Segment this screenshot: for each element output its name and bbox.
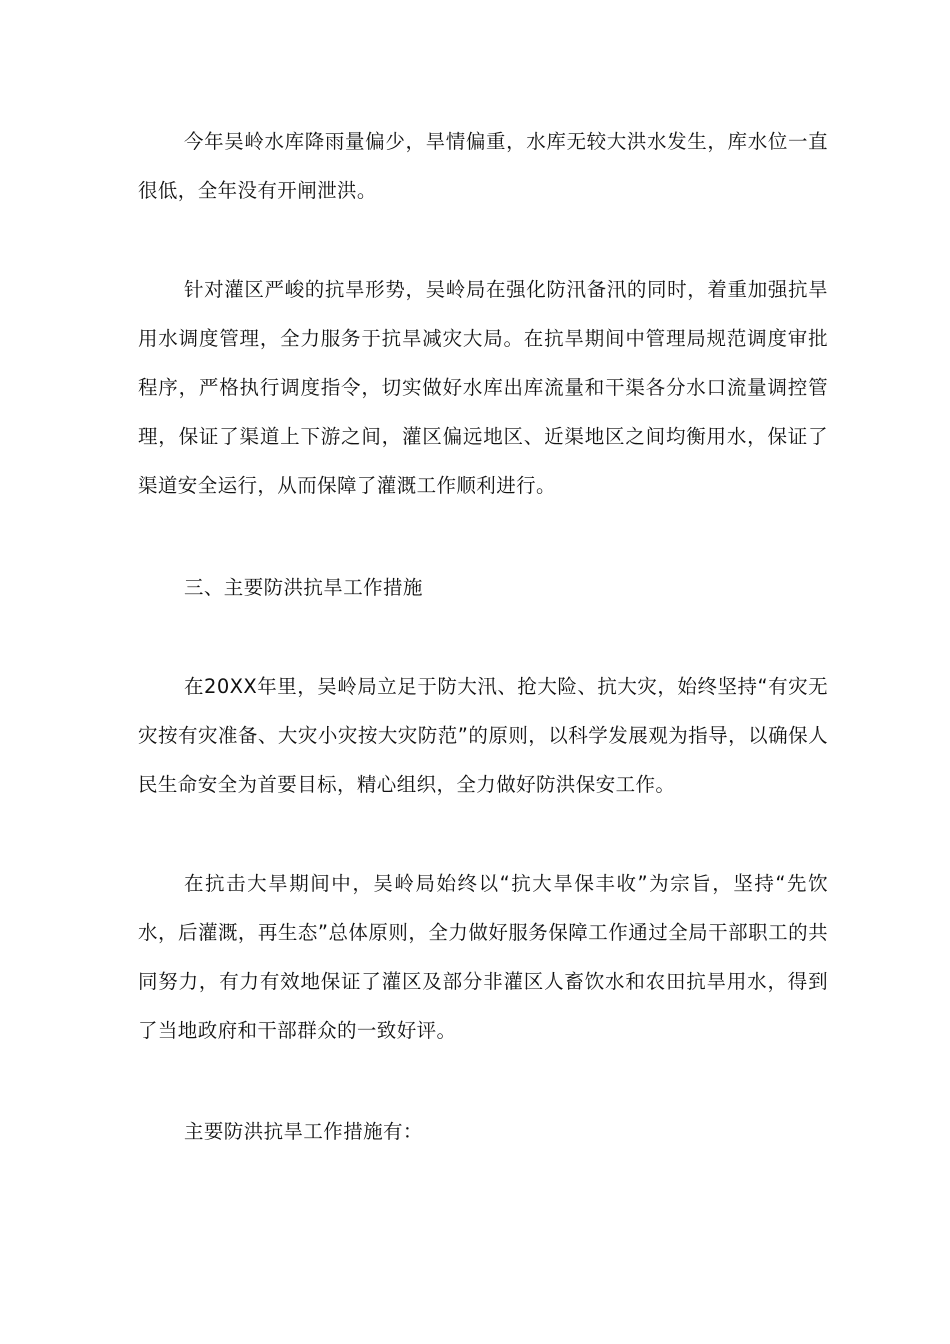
paragraph-measures-intro: 主要防洪抗旱工作措施有： — [184, 1120, 423, 1143]
paragraph-flood-prevention: 在20XX年里，吴岭局立足于防大汛、抢大险、抗大灾，始终坚持“有灾无灾按有灾准备、大灾小灾按大灾防范”的原则，以科学发展观为指导，以确保人民生命安全为首要目标，精心组织，全力做好防洪保安工作。 — [138, 675, 828, 796]
section-heading-measures: 三、主要防洪抗旱工作措施 — [184, 576, 423, 599]
paragraph-reservoir-status: 今年吴岭水库降雨量偏少，旱情偏重，水库无较大洪水发生，库水位一直很低，全年没有开闸泄洪。 — [138, 130, 828, 202]
paragraph-drought-fight: 在抗击大旱期间中，吴岭局始终以“抗大旱保丰收”为宗旨，坚持“先饮水，后灌溉，再生态”总体原则，全力做好服务保障工作通过全局干部职工的共同努力，有力有效地保证了灌区及部分非灌区人畜饮水和农田抗旱用水，得到了当地政府和干部群众的一致好评。 — [138, 872, 828, 1042]
paragraph-drought-dispatch: 针对灌区严峻的抗旱形势，吴岭局在强化防汛备汛的同时，着重加强抗旱用水调度管理，全力服务于抗旱减灾大局。在抗旱期间中管理局规范调度审批程序，严格执行调度指令，切实做好水库出库流量和干渠各分水口流量调控管理，保证了渠道上下游之间，灌区偏远地区、近渠地区之间均衡用水，保证了渠道安全运行，从而保障了灌溉工作顺利进行。 — [138, 278, 828, 497]
